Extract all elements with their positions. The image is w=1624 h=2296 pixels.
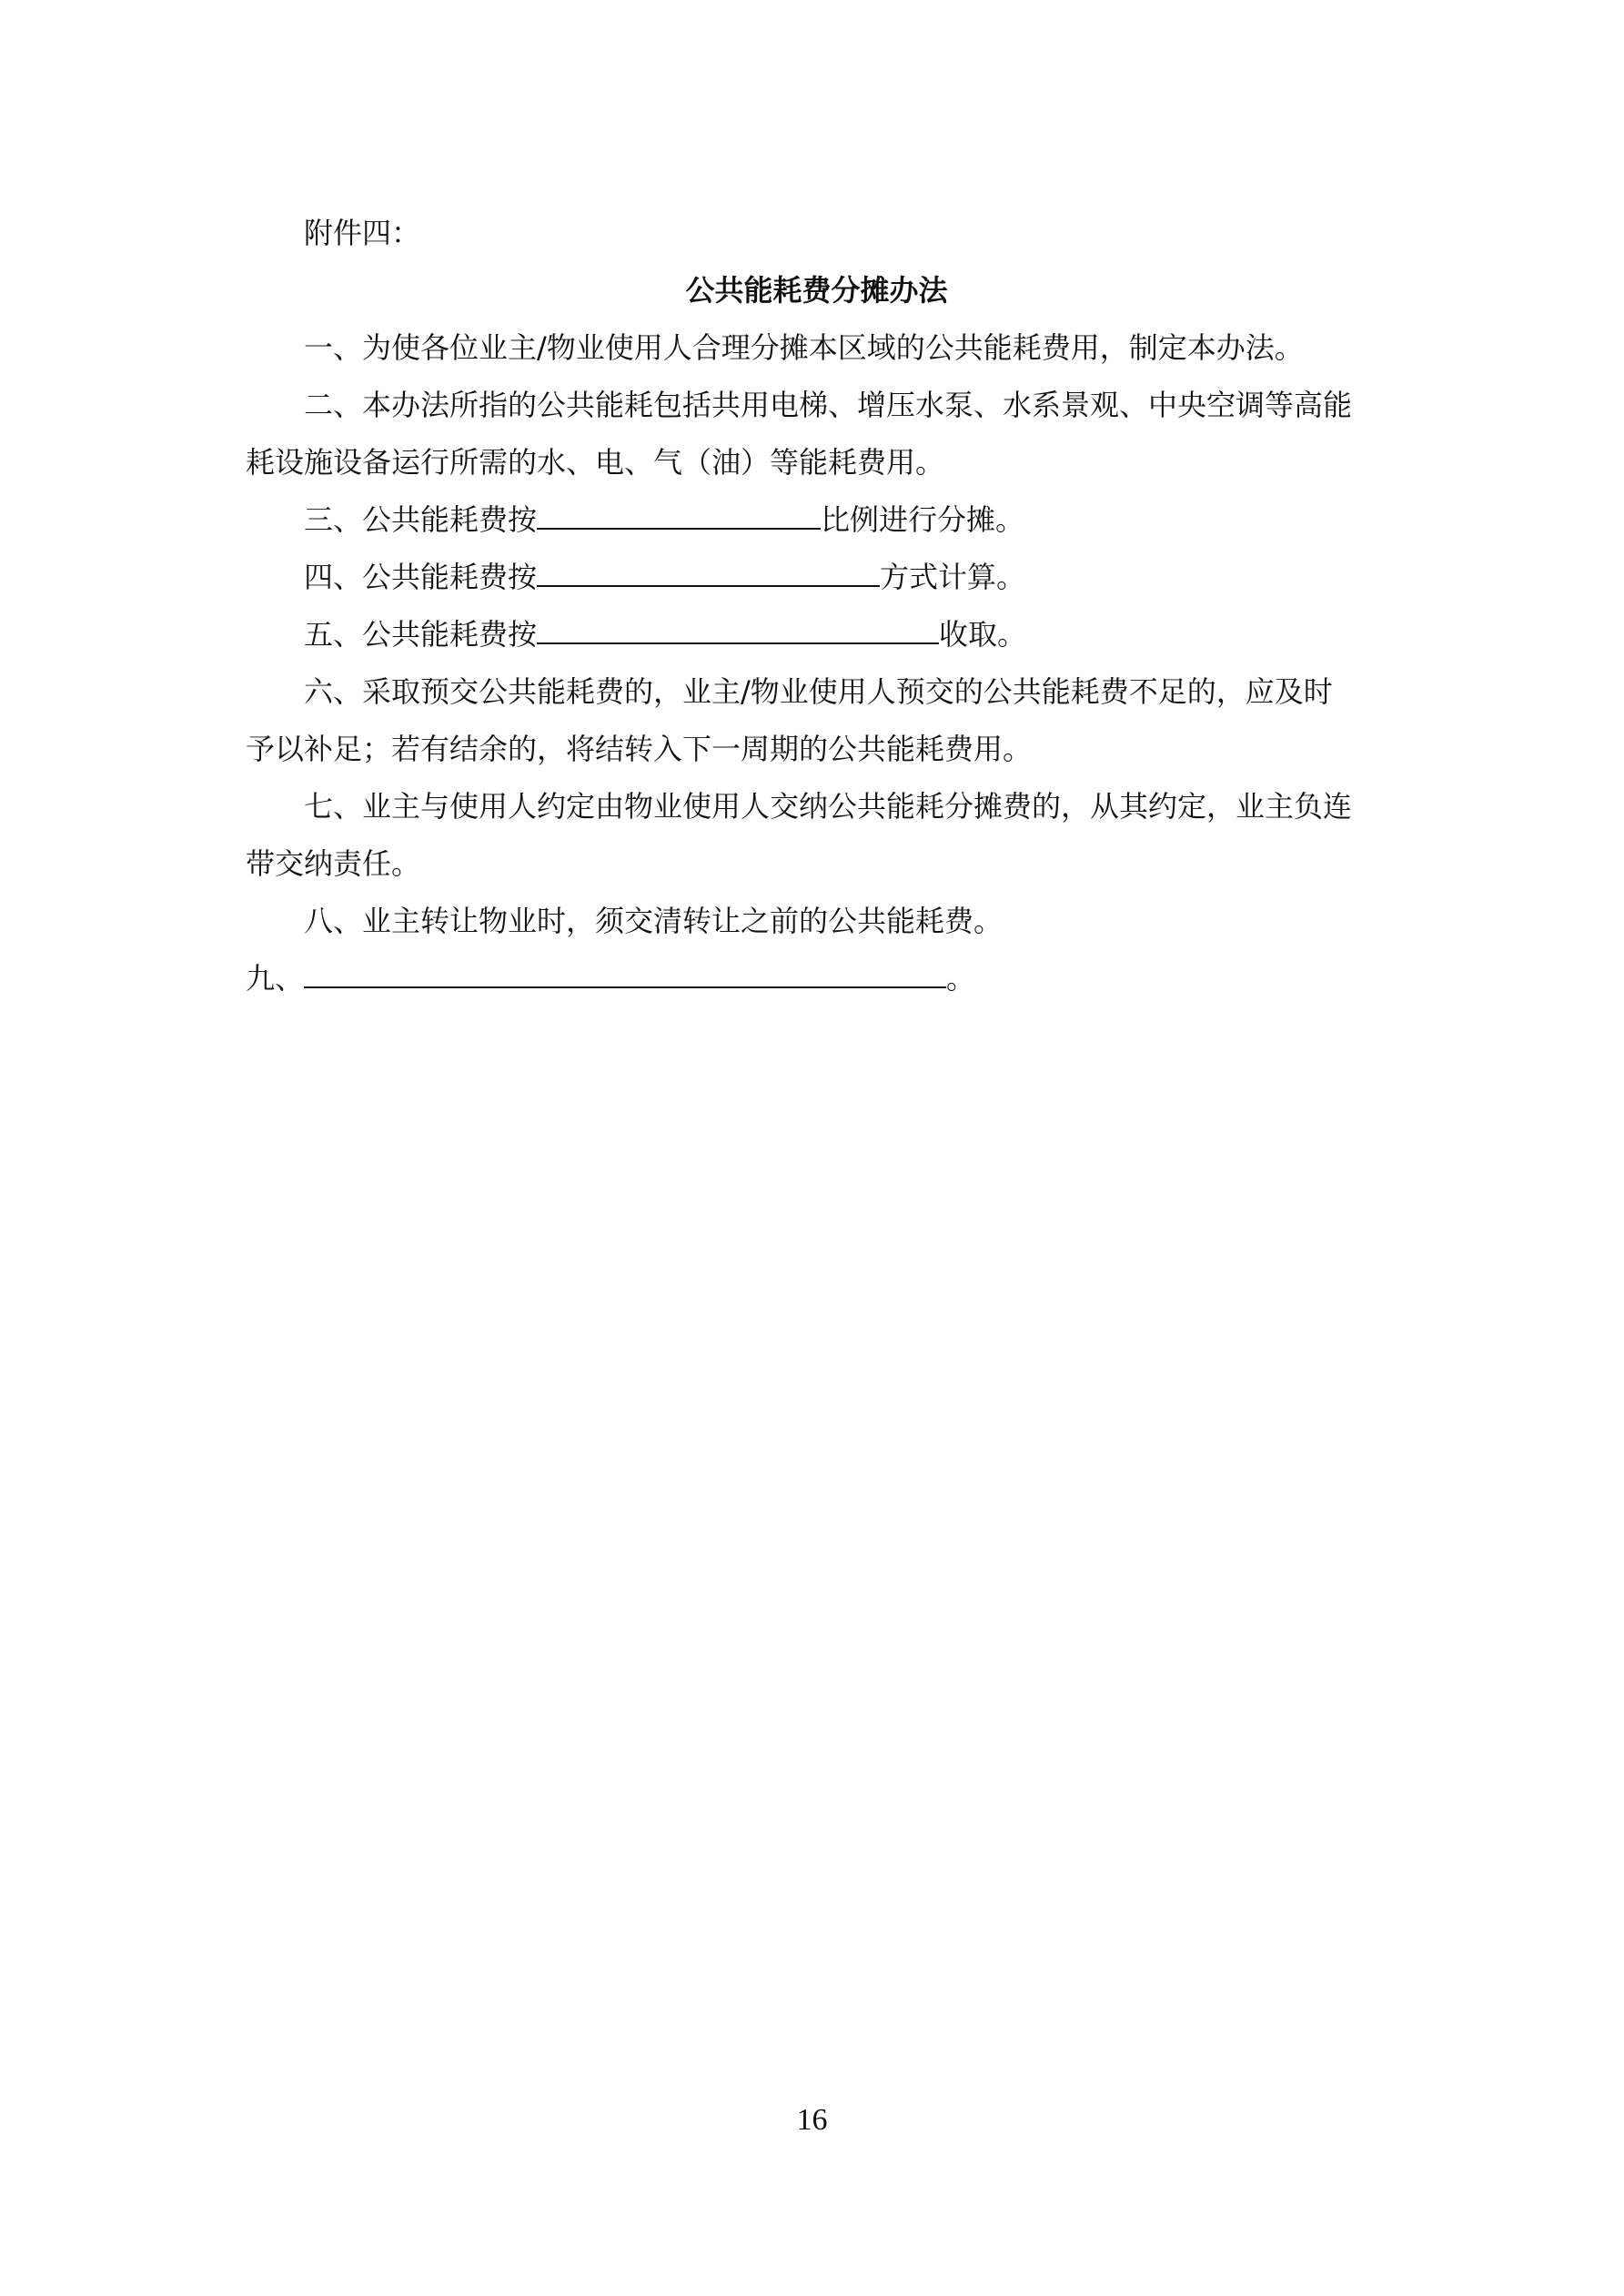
clause-5-blank: [537, 606, 939, 644]
clause-9-suffix: 。: [946, 961, 976, 996]
clause-4-blank: [537, 549, 880, 587]
clause-2-line-1: 二、本办法所指的公共能耗包括共用电梯、增压水泵、水系景观、中央空调等高能: [304, 388, 1353, 422]
clause-5-suffix: 收取。: [939, 617, 1027, 652]
clause-3-suffix: 比例进行分摊。: [821, 502, 1025, 537]
clause-3-blank: [537, 491, 821, 530]
clause-4-suffix: 方式计算。: [880, 560, 1026, 594]
clause-2-line-2: 耗设施设备运行所需的水、电、气（油）等能耗费用。: [246, 445, 945, 480]
clause-3-prefix: 三、公共能耗费按: [304, 502, 538, 537]
clause-3: [246, 491, 1387, 549]
clause-7-line-2: 带交纳责任。: [246, 846, 421, 881]
clause-6-line-1: 六、采取预交公共能耗费的，业主/物业使用人预交的公共能耗费不足的，应及时: [304, 674, 1333, 709]
clause-4-prefix: 四、公共能耗费按: [304, 560, 538, 594]
clause-9-prefix: 九、: [246, 961, 305, 996]
page-number: 16: [796, 2103, 828, 2137]
clause-5: [246, 606, 1387, 663]
clause-5-prefix: 五、公共能耗费按: [304, 617, 538, 652]
clause-7-line-1: 七、业主与使用人约定由物业使用人交纳公共能耗分摊费的，从其约定，业主负连: [304, 789, 1353, 824]
clause-6-line-2: 予以补足；若有结余的，将结转入下一周期的公共能耗费用。: [246, 732, 1033, 766]
clause-9: [246, 950, 1387, 1007]
clause-8: 八、业主转让物业时，须交清转让之前的公共能耗费。: [304, 904, 1004, 938]
document-body: [246, 205, 1387, 1007]
clause-4: [246, 549, 1387, 606]
clause-1: 一、为使各位业主/物业使用人合理分摊本区域的公共能耗费用，制定本办法。: [304, 330, 1304, 365]
annex-label: 附件四：: [304, 216, 421, 250]
document-title: 公共能耗费分摊办法: [685, 273, 948, 308]
clause-9-blank: [304, 950, 946, 988]
